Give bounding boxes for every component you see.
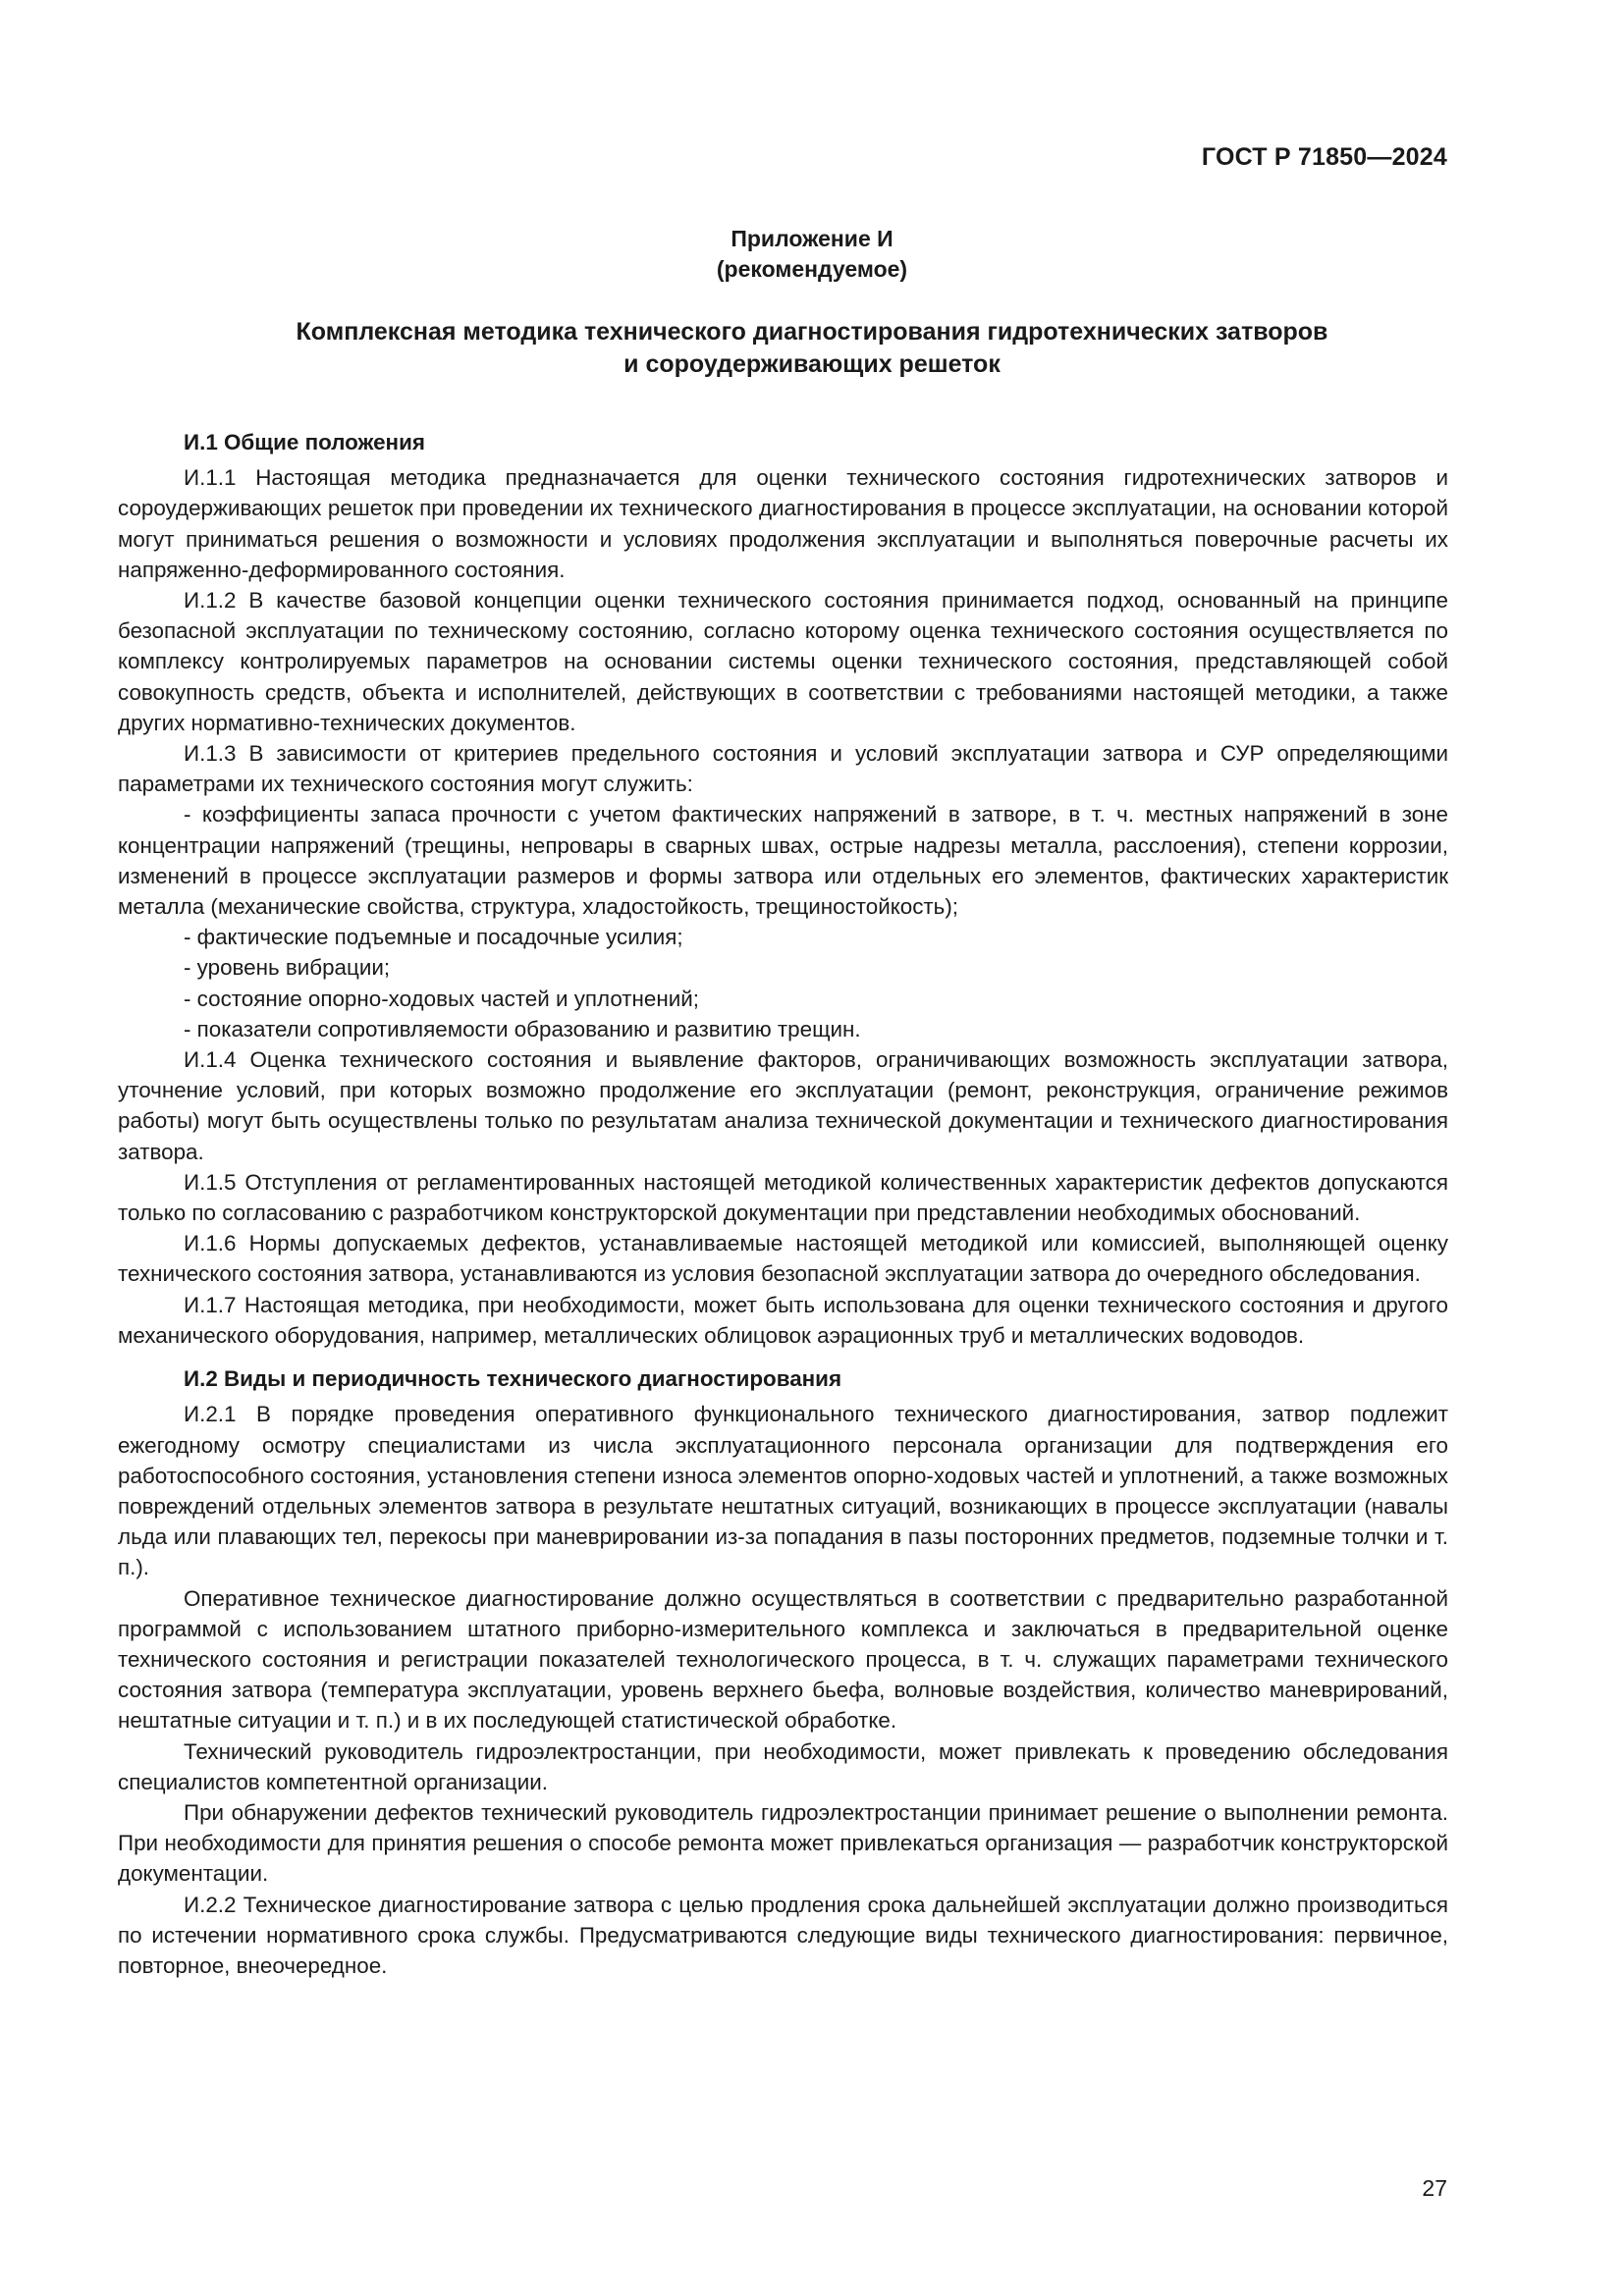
list-item: - фактические подъемные и посадочные усилия; [184, 925, 683, 950]
paragraph-1-2-2: И.2.2 Техническое диагностирование затвора с целью продления срока дальнейшей эксплуатации должно производиться по истечении нормативного срока службы. Предусматриваются следующие виды технического диагностирования: первичное, повторное, внеочередное. [118, 1892, 1448, 1978]
document-code: ГОСТ Р 71850—2024 [1201, 143, 1447, 171]
paragraph-operational-diagnostics: Оперативное техническое диагностирование должно осуществляться в соответствии с предварительно разработанной программой с использованием штатного приборно-измерительного комплекса и заключаться в предварительной оценке технического состояния и регистрации показателей технологического процесса, в т. ч. служащих параметрами технического состояния затвора (температура эксплуатации, уровень верхнего бьефа, волновые воздействия, количество маневрирований, нештатные ситуации и т. п.) и в их последующей статистической обработке. [118, 1585, 1448, 1734]
list-item: - показатели сопротивляемости образованию и развитию трещин. [184, 1016, 861, 1041]
list-item: - уровень вибрации; [184, 955, 391, 981]
paragraph-1-1-1: И.1.1 Настоящая методика предназначается для оценки технического состояния гидротехнических затворов и сороудерживающих решеток при проведении их технического диагностирования в процессе эксплуатации, на основании которой могут приниматься решения о возможности и условиях продолжения эксплуатации и выполняться поверочные расчеты их напряженно-деформированного состояния. [118, 465, 1448, 582]
annex-title [147, 316, 1477, 381]
section-1-heading: И.1 Общие положения [184, 430, 425, 454]
parameter-list [118, 799, 1448, 1044]
paragraph-defects-repair: При обнаружении дефектов технический руководитель гидроэлектростанции принимает решение о выполнении ремонта. При необходимости для принятия решения о способе ремонта может привлекаться организация — разработчик конструкторской документации. [118, 1799, 1448, 1887]
paragraph-1-1-2: И.1.2 В качестве базовой концепции оценки технического состояния принимается подход, основанный на принципе безопасной эксплуатации по техническому состоянию, согласно которому оценка технического состояния осуществляется по комплексу контролируемых параметров на основании системы оценки технического состояния, представляющей собой совокупность средств, объекта и исполнителей, действующих в соответствии с требованиями настоящей методики, а также других нормативно-технических документов. [118, 588, 1448, 735]
annex-header [0, 224, 1624, 285]
paragraph-1-1-3: И.1.3 В зависимости от критериев предельного состояния и условий эксплуатации затвора и СУР определяющими параметрами их технического состояния могут служить: [118, 741, 1448, 797]
annex-title-line-2: и сороудерживающих решеток [623, 350, 1001, 378]
paragraph-1-1-5: И.1.5 Отступления от регламентированных настоящей методикой количественных характеристик дефектов допускаются только по согласованию с разработчиком конструкторской документации при представлении необходимых обоснований. [118, 1169, 1448, 1226]
paragraph-1-1-7: И.1.7 Настоящая методика, при необходимости, может быть использована для оценки технического состояния и другого механического оборудования, например, металлических облицовок аэрационных труб и металлических водоводов. [118, 1292, 1448, 1348]
list-item: - состояние опорно-ходовых частей и уплотнений; [184, 986, 699, 1011]
page-number: 27 [1422, 2175, 1447, 2201]
paragraph-1-1-4: И.1.4 Оценка технического состояния и выявление факторов, ограничивающих возможность эксплуатации затвора, уточнение условий, при которых возможно продолжение его эксплуатации (ремонт, реконструкция, ограничение режимов работы) могут быть осуществлены только по результатам анализа технической документации и технического диагностирования затвора. [118, 1047, 1448, 1164]
document-body [118, 427, 1448, 1981]
paragraph-1-1-6: И.1.6 Нормы допускаемых дефектов, устанавливаемые настоящей методикой или комиссией, выполняющей оценку технического состояния затвора, устанавливаются из условия безопасной эксплуатации затвора до очередного обследования. [118, 1231, 1448, 1287]
list-item: - коэффициенты запаса прочности с учетом фактических напряжений в затворе, в т. ч. местных напряжений в зоне концентрации напряжений (трещины, непровары в сварных швах, острые надрезы металла, расслоения), степени коррозии, изменений в процессе эксплуатации размеров и формы затвора или отдельных его элементов, фактических характеристик металла (механические свойства, структура, хладостойкость, трещиностойкость); [118, 802, 1448, 920]
annex-label: Приложение И [731, 226, 893, 251]
paragraph-1-2-1: И.2.1 В порядке проведения оперативного функционального технического диагностирования, затвор подлежит ежегодному осмотру специалистами из числа эксплуатационного персонала организации для подтверждения его работоспособного состояния, установления степени износа элементов опорно-ходовых частей и уплотнений, а также возможных повреждений отдельных элементов затвора в результате нештатных ситуаций, возникающих в процессе эксплуатации (навалы льда или плавающих тел, перекосы при маневрировании из-за попадания в пазы посторонних предметов, подземные толчки и т. п.). [118, 1402, 1448, 1580]
section-2-heading: И.2 Виды и периодичность технического диагностирования [184, 1366, 842, 1392]
paragraph-technical-manager: Технический руководитель гидроэлектростанции, при необходимости, может привлекать к проведению обследования специалистов компетентной организации. [118, 1738, 1448, 1794]
annex-title-line-1: Комплексная методика технического диагностирования гидротехнических затворов [296, 318, 1328, 346]
annex-status: (рекомендуемое) [716, 256, 908, 282]
